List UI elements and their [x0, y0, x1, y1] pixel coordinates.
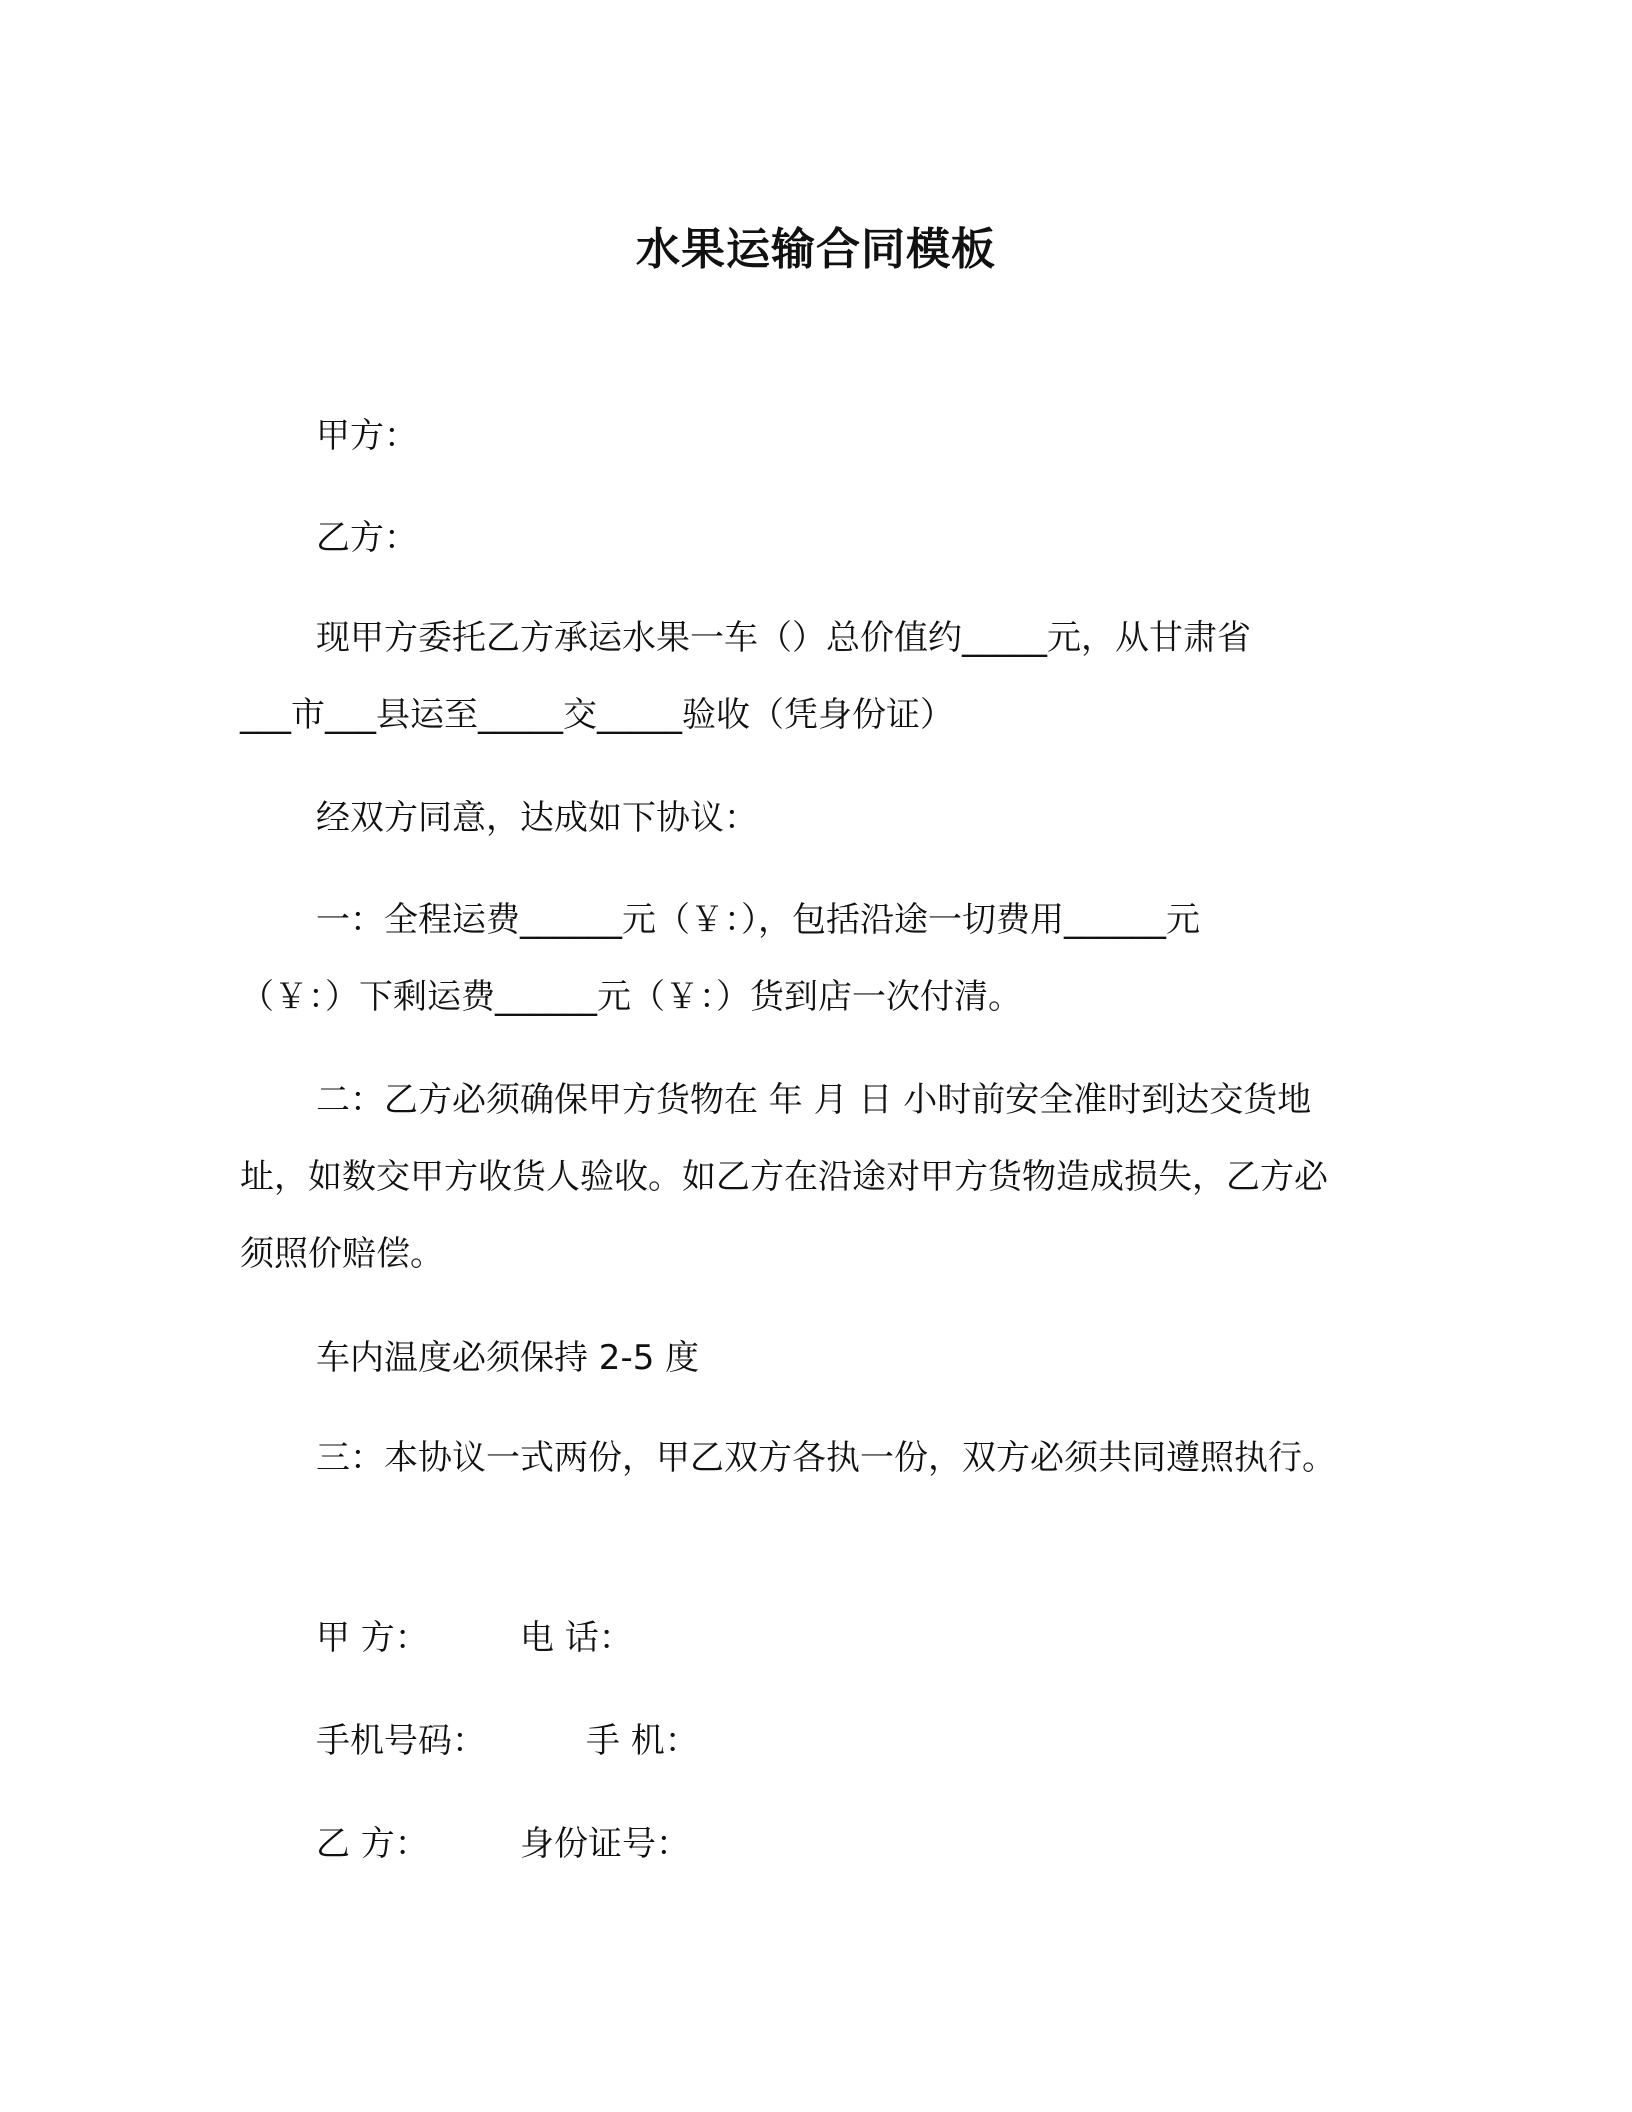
id-number-label: 身份证号： [520, 1824, 690, 1864]
agreement-line: 经双方同意，达成如下协议： [316, 798, 758, 838]
party-a-line: 甲方： [316, 416, 418, 456]
mobile-label: 手 机： [586, 1721, 699, 1761]
document-title: 水果运输合同模板 [636, 224, 996, 275]
clause-1-line-1: 一：全程运费______元（￥：），包括沿途一切费用______元 [316, 900, 1200, 940]
party-b-signature-label: 乙 方： [316, 1824, 429, 1864]
party-b-line: 乙方： [316, 518, 418, 558]
intro-paragraph-line-1: 现甲方委托乙方承运水果一车（）总价值约_____元，从甘肃省 [316, 618, 1251, 658]
mobile-number-label: 手机号码： [316, 1721, 486, 1761]
signature-row-2 [316, 1713, 699, 1769]
party-a-signature-label: 甲 方： [316, 1618, 429, 1658]
intro-paragraph-line-2: ___市___县运至_____交_____验收（凭身份证） [240, 695, 954, 735]
temperature-line: 车内温度必须保持 2-5 度 [316, 1338, 700, 1378]
phone-label: 电 话： [520, 1618, 633, 1658]
clause-3-paragraph: 三：本协议一式两份，甲乙双方各执一份，双方必须共同遵照执行。 [316, 1438, 1336, 1478]
clause-1-line-2: （￥：）下剩运费______元（￥：）货到店一次付清。 [240, 977, 1022, 1017]
signature-row-3 [316, 1816, 690, 1872]
signature-row-1 [316, 1610, 633, 1666]
clause-2-paragraph: 二：乙方必须确保甲方货物在 年 月 日 小时前安全准时到达交货地址，如数交甲方收货人验收。如乙方在沿途对甲方货物造成损失，乙方必须照价赔偿。 [240, 1080, 1328, 1274]
